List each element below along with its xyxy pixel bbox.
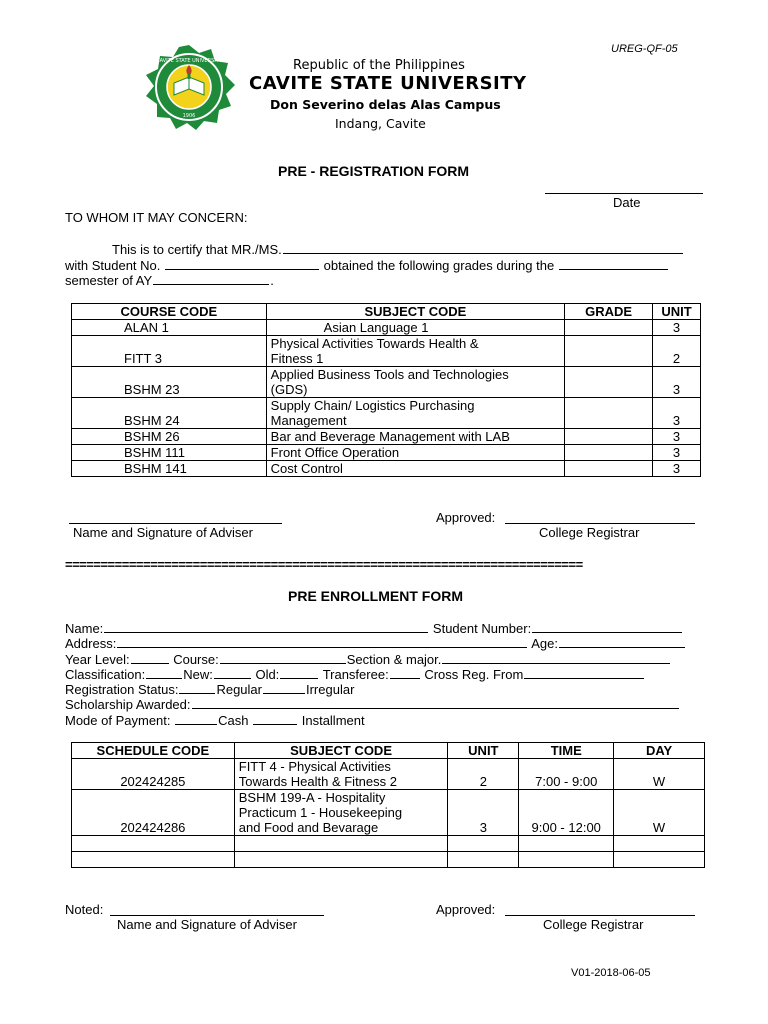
section-field[interactable] (442, 651, 670, 664)
registration-status-row (65, 681, 354, 697)
col-schedule-code: SCHEDULE CODE (72, 743, 235, 759)
course-code-cell: BSHM 111 (72, 445, 267, 461)
course-code-cell: BSHM 26 (72, 429, 267, 445)
preenroll-title: PRE ENROLLMENT FORM (288, 588, 463, 604)
unit-cell: 3 (653, 320, 701, 336)
address-row (65, 635, 686, 651)
payment-label: Mode of Payment: (65, 713, 171, 728)
year-level-label: Year Level: (65, 652, 130, 667)
crossreg-label: Cross Reg. From (424, 667, 524, 682)
header-republic: Republic of the Philippines (293, 58, 465, 73)
salutation: TO WHOM IT MAY CONCERN: (65, 210, 248, 225)
subject-cell: Front Office Operation (266, 445, 564, 461)
grades-table (71, 303, 701, 477)
subject-cell: Cost Control (266, 461, 564, 477)
address-label: Address: (65, 636, 117, 651)
name-field[interactable] (104, 620, 428, 633)
adviser-label: Name and Signature of Adviser (73, 525, 253, 540)
subject-cell (234, 790, 448, 836)
cash-label: Cash (218, 713, 249, 728)
day-cell[interactable] (614, 852, 705, 868)
time-cell: 9:00 - 12:00 (519, 790, 614, 836)
date-signature-line[interactable] (545, 193, 703, 194)
noted-adviser-signature-line[interactable] (110, 915, 324, 916)
subject-line: Towards Health & Fitness 2 (238, 774, 397, 789)
year-level-field[interactable] (131, 651, 169, 664)
approved-label: Approved: (436, 510, 496, 525)
cash-checkbox-line[interactable] (175, 712, 217, 725)
scholarship-field[interactable] (192, 696, 679, 709)
name-label: Name: (65, 621, 104, 636)
new-field[interactable] (214, 666, 251, 679)
schedule-table (71, 742, 705, 868)
transferee-field[interactable] (390, 666, 420, 679)
subject-line: Supply Chain/ Logistics Purchasing (270, 398, 475, 413)
academic-year-blank[interactable] (153, 272, 269, 285)
grades-table-header (72, 304, 701, 320)
name-row (65, 620, 683, 636)
section-separator: ========================================================================= (65, 557, 583, 572)
cert-line-2-prefix: with Student No. (65, 258, 161, 273)
grade-cell[interactable] (565, 320, 653, 336)
unit-cell[interactable] (448, 836, 519, 852)
header-town: Indang, Cavite (335, 116, 426, 131)
col-time: TIME (519, 743, 614, 759)
table-row (72, 429, 701, 445)
day-cell[interactable] (614, 836, 705, 852)
header-university: CAVITE STATE UNIVERSITY (249, 73, 527, 94)
age-field[interactable] (559, 635, 685, 648)
noted-adviser-label: Name and Signature of Adviser (117, 917, 297, 932)
subject-line: Fitness 1 (270, 351, 324, 366)
noted-label: Noted: (65, 902, 104, 917)
subject-cell[interactable] (234, 852, 448, 868)
subject-line: and Food and Bevarage (238, 820, 379, 835)
seal-year-text: 1906 (182, 113, 196, 119)
cert-line-2 (65, 257, 669, 273)
torch-handle (188, 73, 191, 79)
col-unit: UNIT (653, 304, 701, 320)
schedule-code-cell[interactable] (72, 852, 235, 868)
student-number-field[interactable] (532, 620, 682, 633)
time-cell: 7:00 - 9:00 (519, 759, 614, 790)
age-label: Age: (531, 636, 558, 651)
grade-cell[interactable] (565, 336, 653, 367)
cert-line-2-mid: obtained the following grades during the (323, 258, 555, 273)
old-field[interactable] (280, 666, 318, 679)
irregular-label: Irregular (305, 682, 355, 697)
table-row (72, 320, 701, 336)
course-code-cell: FITT 3 (72, 336, 267, 367)
section-label: Section & major. (346, 652, 442, 667)
table-row (72, 398, 701, 429)
course-field[interactable] (220, 651, 346, 664)
header-campus: Don Severino delas Alas Campus (270, 97, 501, 112)
crossreg-field[interactable] (524, 666, 644, 679)
grade-cell[interactable] (565, 398, 653, 429)
reg-status-label: Registration Status: (65, 682, 179, 697)
col-day: DAY (614, 743, 705, 759)
time-cell[interactable] (519, 852, 614, 868)
address-field[interactable] (117, 635, 527, 648)
enroll-registrar-label: College Registrar (543, 917, 644, 932)
old-label: Old: (255, 667, 280, 682)
subject-line: Applied Business Tools and Technologies (270, 367, 509, 382)
unit-cell: 2 (653, 336, 701, 367)
classification-row (65, 666, 645, 682)
subject-line: Practicum 1 - Housekeeping (238, 805, 403, 820)
unit-cell: 2 (448, 759, 519, 790)
day-cell: W (614, 759, 705, 790)
scholarship-label: Scholarship Awarded: (65, 697, 191, 712)
irregular-checkbox-line[interactable] (263, 681, 305, 694)
subject-cell (266, 398, 564, 429)
cert-line-3-prefix: semester of AY (65, 273, 153, 288)
schedule-code-cell[interactable] (72, 836, 235, 852)
table-row (72, 336, 701, 367)
unit-cell[interactable] (448, 852, 519, 868)
unit-cell: 3 (653, 367, 701, 398)
day-cell: W (614, 790, 705, 836)
semester-blank[interactable] (559, 257, 668, 270)
regular-checkbox-line[interactable] (179, 681, 215, 694)
unit-cell: 3 (653, 398, 701, 429)
subject-cell (234, 759, 448, 790)
grade-cell[interactable] (565, 429, 653, 445)
col-unit: UNIT (448, 743, 519, 759)
cert-line-3-suffix: . (270, 273, 274, 288)
prereg-title: PRE - REGISTRATION FORM (278, 163, 470, 179)
subject-line: Physical Activities Towards Health & (270, 336, 479, 351)
transferee-label: Transferee: (322, 667, 389, 682)
cert-line-1-prefix: This is to certify that MR./MS. (112, 242, 282, 257)
subject-line: FITT 4 - Physical Activities (238, 759, 391, 774)
cert-line-3 (65, 272, 274, 288)
table-row (72, 367, 701, 398)
unit-cell: 3 (653, 429, 701, 445)
cert-line-1 (112, 241, 684, 257)
subject-cell[interactable] (234, 836, 448, 852)
student-name-blank[interactable] (283, 241, 683, 254)
unit-cell: 3 (653, 445, 701, 461)
empty-table-row (72, 852, 705, 868)
course-label: Course: (173, 652, 219, 667)
regular-label: Regular (216, 682, 262, 697)
enroll-approved-label: Approved: (436, 902, 496, 917)
subject-line: BSHM 199-A - Hospitality (238, 790, 386, 805)
course-code-cell: BSHM 141 (72, 461, 267, 477)
course-code-cell: BSHM 23 (72, 367, 267, 398)
empty-table-row (72, 836, 705, 852)
subject-cell: Bar and Beverage Management with LAB (266, 429, 564, 445)
col-grade: GRADE (565, 304, 653, 320)
student-number-label: Student Number: (432, 621, 532, 636)
subject-cell: Asian Language 1 (266, 320, 564, 336)
installment-label: Installment (301, 713, 365, 728)
new-label: New: (183, 667, 213, 682)
course-code-cell: ALAN 1 (72, 320, 267, 336)
student-number-blank[interactable] (165, 257, 319, 270)
payment-row (65, 712, 365, 728)
table-row (72, 461, 701, 477)
subject-cell (266, 336, 564, 367)
unit-cell: 3 (448, 790, 519, 836)
classification-label: Classification: (65, 667, 146, 682)
grade-cell[interactable] (565, 367, 653, 398)
seal-ring-text: CAVITE STATE UNIVERSITY (156, 58, 222, 64)
classification-field[interactable] (146, 666, 182, 679)
installment-checkbox-line[interactable] (253, 712, 297, 725)
col-subject-code: SUBJECT CODE (234, 743, 448, 759)
unit-cell: 3 (653, 461, 701, 477)
subject-line: (GDS) (270, 382, 308, 397)
table-row (72, 790, 705, 836)
enroll-registrar-signature-line[interactable] (505, 915, 695, 916)
year-level-row (65, 651, 671, 667)
col-subject-code: SUBJECT CODE (266, 304, 564, 320)
grade-cell[interactable] (565, 461, 653, 477)
subject-cell (266, 367, 564, 398)
form-code: UREG-QF-05 (611, 43, 678, 55)
registrar-label: College Registrar (539, 525, 640, 540)
schedule-code-cell: 202424285 (72, 759, 235, 790)
time-cell[interactable] (519, 836, 614, 852)
adviser-signature-line[interactable] (69, 523, 282, 524)
course-code-cell: BSHM 24 (72, 398, 267, 429)
col-course-code: COURSE CODE (72, 304, 267, 320)
date-label: Date (613, 195, 641, 210)
subject-line: Management (270, 413, 347, 428)
table-row (72, 759, 705, 790)
schedule-code-cell: 202424286 (72, 790, 235, 836)
registrar-signature-line[interactable] (505, 523, 695, 524)
scholarship-row (65, 696, 680, 712)
grade-cell[interactable] (565, 445, 653, 461)
schedule-table-header (72, 743, 705, 759)
version-code: V01-2018-06-05 (571, 967, 651, 979)
university-seal-logo (141, 43, 238, 131)
table-row (72, 445, 701, 461)
